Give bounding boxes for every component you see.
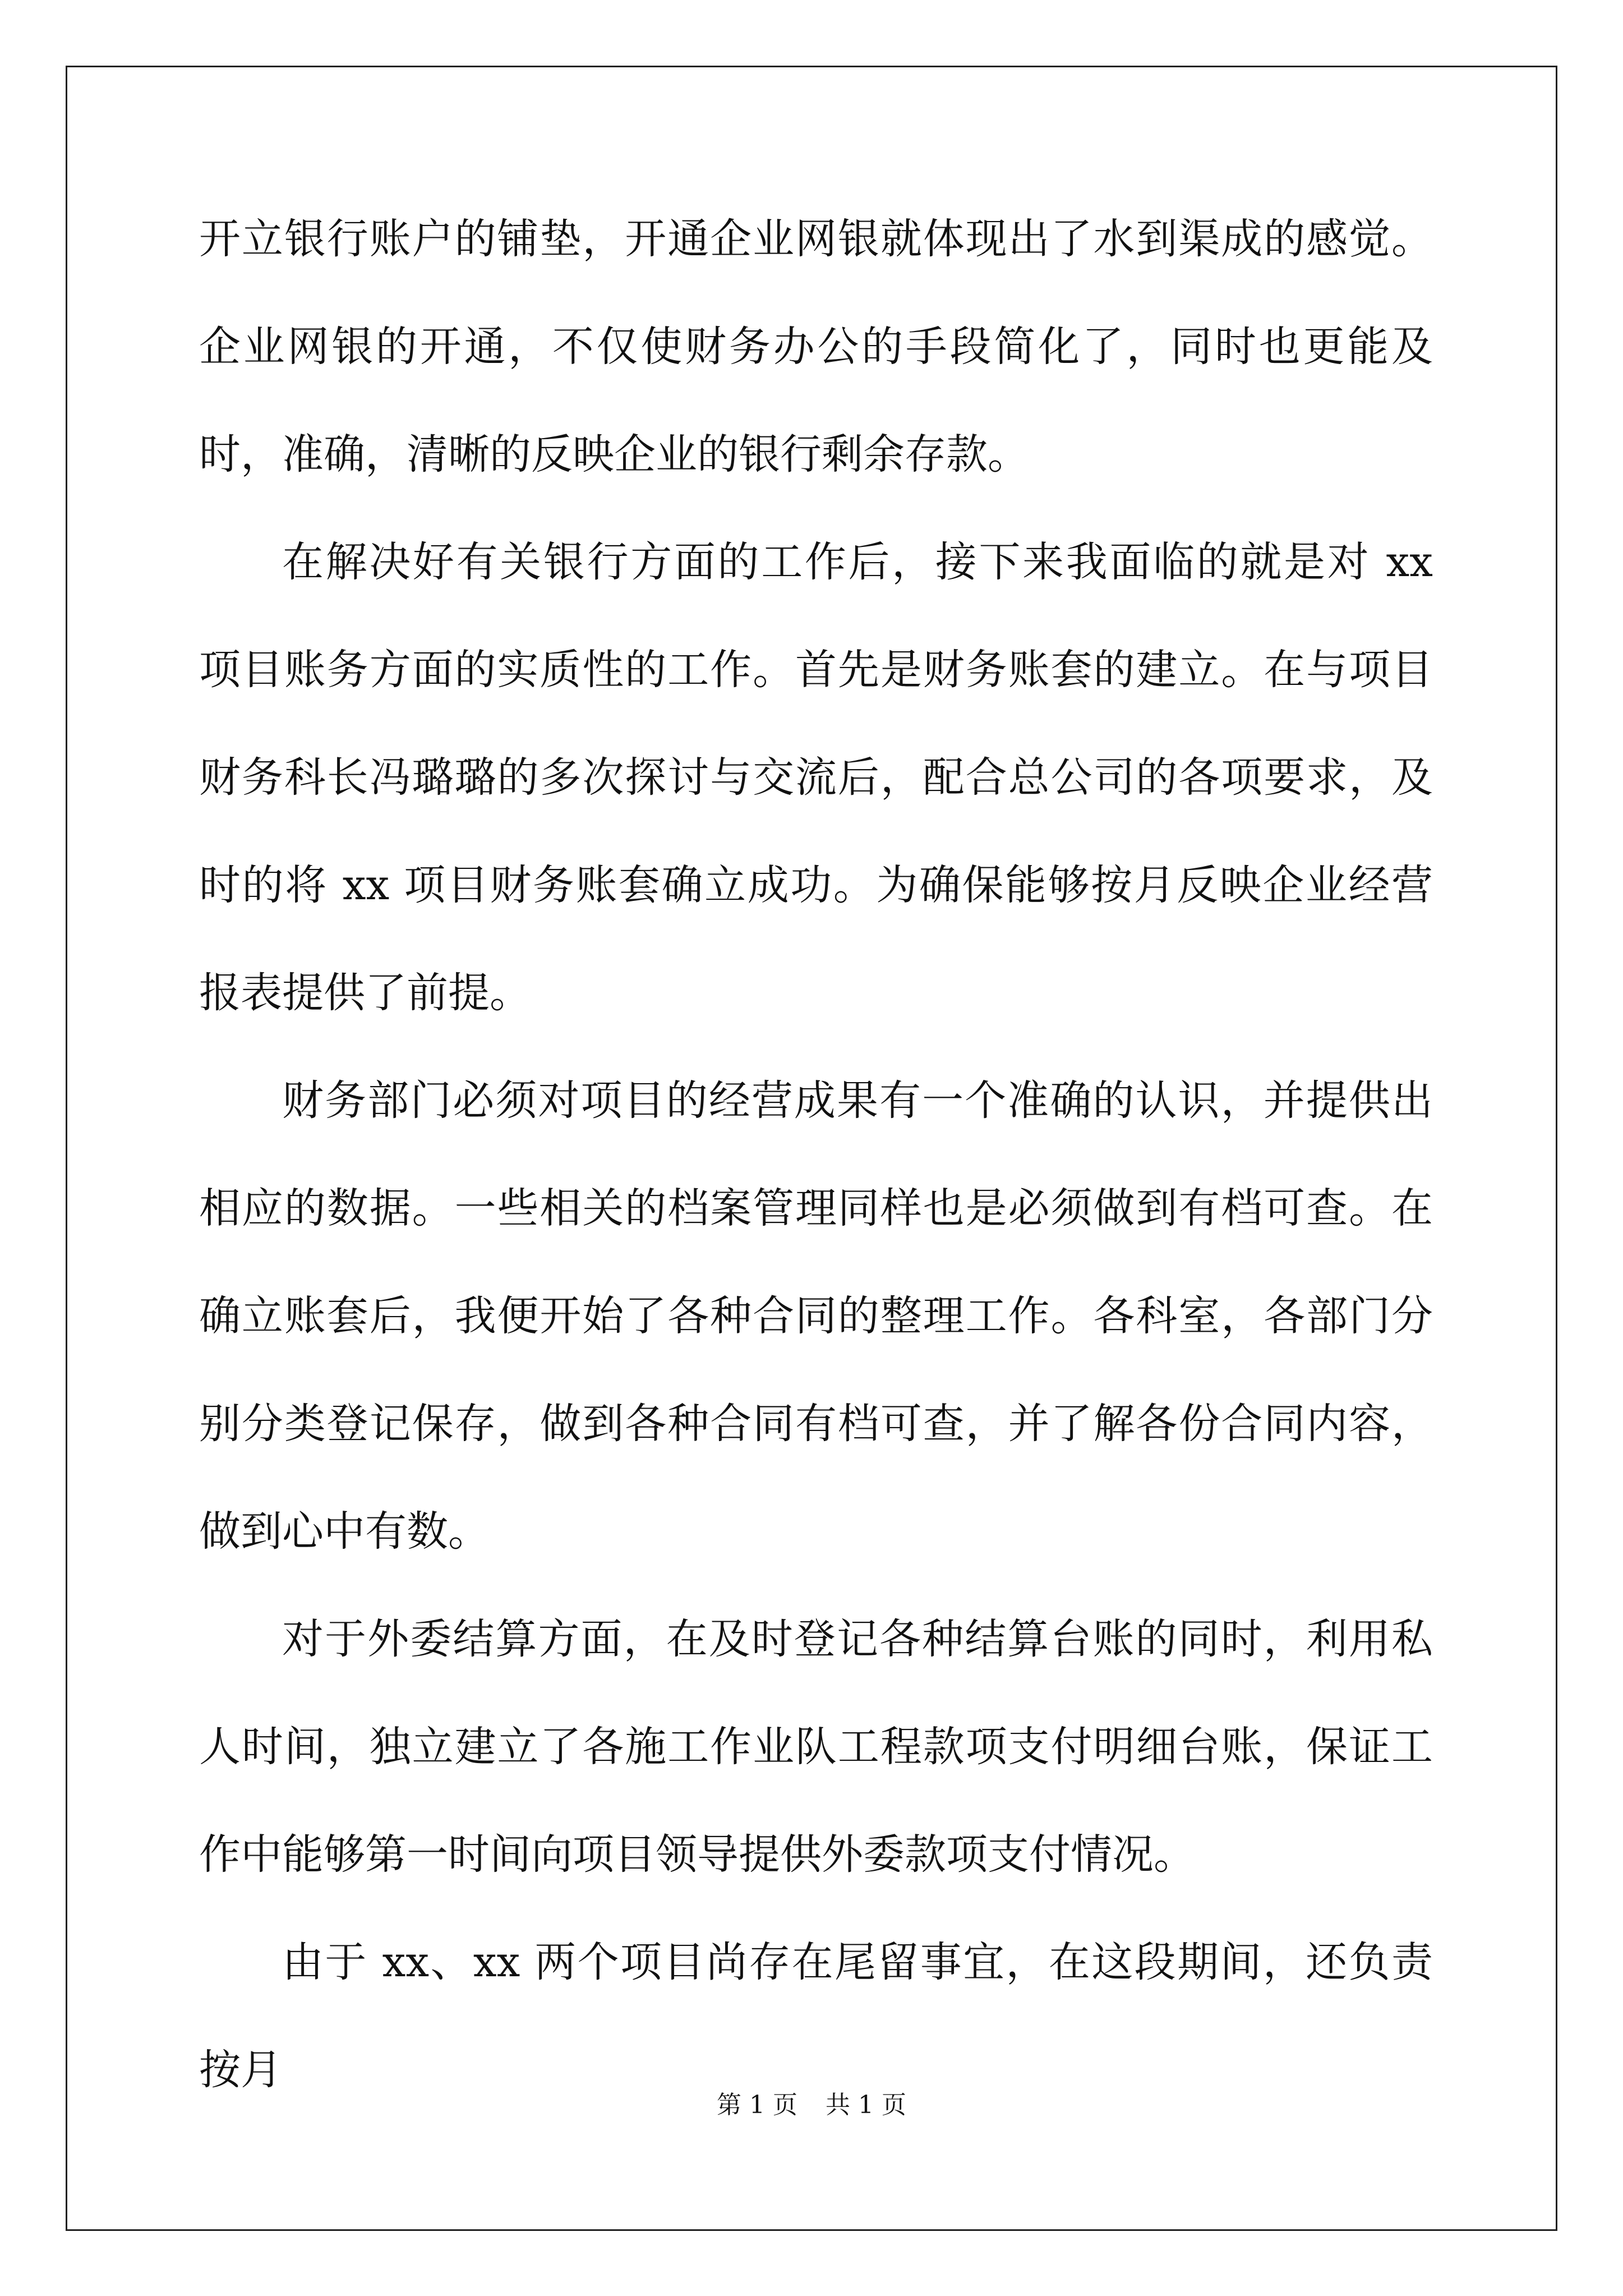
paragraph-1: 开立银行账户的铺垫，开通企业网银就体现出了水到渠成的感觉。企业网银的开通，不仅使财务办公的手段简化了，同时也更能及时，准确，清晰的反映企业的银行剩余存款。 (199, 215, 1433, 478)
page-footer (0, 2085, 1623, 2120)
paragraph-5: 由于 xx、xx 两个项目尚存在尾留事宜，在这段期间，还负责按月 (199, 1938, 1433, 2094)
document-body (199, 185, 1433, 2124)
page-number-total: 共 1 页 (826, 2091, 906, 2119)
paragraph-3: 财务部门必须对项目的经营成果有一个准确的认识，并提供出相应的数据。一些相关的档案管理同样也是必须做到有档可查。在确立账套后，我便开始了各种合同的整理工作。各科室，各部门分别分类登记保存，做到各种合同有档可查，并了解各份合同内容，做到心中有数。 (199, 1076, 1433, 1556)
page-number-current: 第 1 页 (717, 2091, 797, 2119)
paragraph-2: 在解决好有关银行方面的工作后，接下来我面临的就是对 xx 项目账务方面的实质性的工作。首先是财务账套的建立。在与项目财务科长冯璐璐的多次探讨与交流后，配合总公司的各项要求，及时的将 xx 项目财务账套确立成功。为确保能够按月反映企业经营报表提供了前提。 (199, 538, 1433, 1017)
paragraph-4: 对于外委结算方面，在及时登记各种结算台账的同时，利用私人时间，独立建立了各施工作业队工程款项支付明细台账，保证工作中能够第一时间向项目领导提供外委款项支付情况。 (199, 1615, 1433, 1879)
